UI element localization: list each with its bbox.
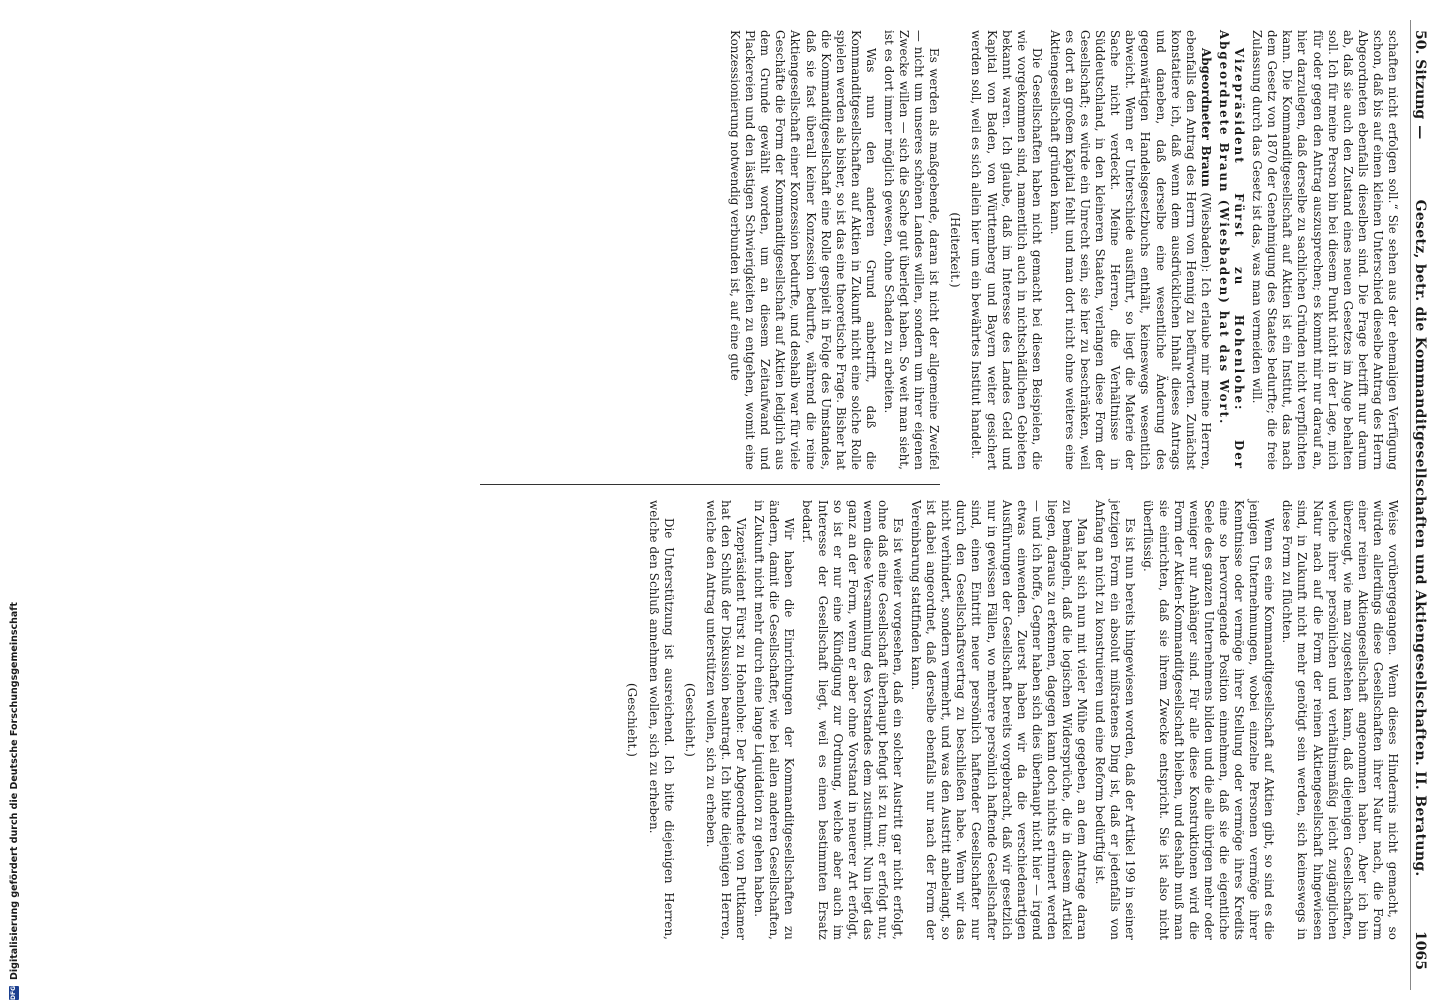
speech-text: (Wiesbaden): Ich erlaube mir meine Herren, ebenfalls den Antrag des Herrn von Hennig zu befürworten. Zunächst konstatiere ich, daß wenn dem ausdrücklichen Inhalt dieses Antrags und daneben, daß derselbe eine wesentliche Änderung des gegenwärtigen Handelsgesetzbuchs enthält, keineswegs wesentlich abweicht. Wenn er Unterschiede ausführt, so liegt die Materie der Sache nicht verdeckt. Meine Herren, die Verhältnisse in Süddeutschland, in den kleineren Staaten, verlangen diese Form der Gesellschaft; es würde ein Unrecht sein, sie hier zu beschränken, weil es dort an großem Kapital fehlt und man dort nicht ohne weiteres eine Aktiengesellschaft gründen kann.: [1047, 30, 1213, 470]
paragraph: Es ist weiter vorgesehen, daß ein solcher Austritt gar nicht erfolgt, ohne daß eine Gesellschaft überhaupt befugt ist zu tun; er erfolgt nur, wenn diese Versammlung des Vorstandes dem zustimmt. Nun liegt das ganz an der Form, wenn er aber ohne Vorstand in neuerer Art erfolgt, so ist er nur eine Kündigung zur Ordnung, welche aber auch im Interesse der Gesellschaft liegt, weil es einen bestimmten Ersatz bedarf.: [800, 500, 905, 940]
paragraph: Man hat sich nun mit vieler Mühe gegeben, an dem Antrage daran zu bemängeln, daß die logischen Widersprüche, die in diesem Artikel liegen, daraus zu erkennen, dagegen kann doch nichts erinnert werden — und ich hoffe, Gegner haben sich dies überhaupt nicht hier — irgend etwas einwenden. Zuerst haben wir da die verschiedenartigen Ausführungen der Gesellschaft bereits vorgebracht, daß wir gesetzlich nur in gewissen Fällen, wo mehrere persönlich haftende Gesellschafter sind, einen Eintritt neuer persönlich haftender Gesellschafter nur durch den Gesellschaftsvertrag zu beschließen habe. Wenn wir das nicht verhindert, sondern vermehrt, und was den Austritt anbelangt, so ist dabei angeordnet, daß derselbe ebenfalls nur nach der Form der Vereinbarung stattfinden kann.: [909, 500, 1090, 940]
page-number: 1065: [1412, 931, 1428, 970]
paragraph: Weise vorübergegangen. Wenn dieses Hindernis nicht gemacht, so würden allerdings diese Gesellschaften ihrer Natur nach, die Form einer reinen Aktiengesellschaft angenommen haben. Aber ich bin überzeugt, wie man zugestehen kann, daß diejenigen Gesellschaften, welche ihrer persönlichen und verhältnismäßig leicht zugänglichen Natur nach auf die Form der reinen Aktiengesellschaft hingewiesen sind, in Zukunft nicht mehr genötigt sein werden, sich keineswegs in diese Form zu flüchten.: [1280, 500, 1400, 940]
paragraph: Es werden als maßgebende, daran ist nicht der allgemeine Zweifel — nicht um unseres schönen Landes willen, sondern um ihrer eigenen Zwecke willen — sich die Sache gut überlegt haben. So weit man sieht, ist es dort immer möglich gewesen, ohne Schaden zu arbeiten.: [882, 30, 942, 470]
credit-text: Digitalisierung gefördert durch die Deutsche Forschungsgemeinschaft: [8, 602, 20, 980]
paragraph: Die Gesellschaften haben nicht gemacht bei diesen Beispielen, die wie vorgekommen sind, namentlich auch in nichtschädlichen Gebieten bekannt waren. Ich glaube, daß im Interesse des Landes Geld und Kapital von Baden, von Württemberg und Bayern weiter gesichert werden soll, weil es sich allein hier um ein bewährtes Institut handelt.: [969, 30, 1044, 470]
session-number: 50. Sitzung: [1412, 30, 1428, 120]
page-header: [1408, 30, 1428, 970]
paragraph: Wir haben die Einrichtungen der Kommanditgesellschaften zu ändern, damit die Gesellschafter, wie bei allen anderen Gesellschaften, in Zukunft nicht mehr durch eine lange Liquidation zu gehen haben.: [752, 500, 797, 940]
paragraph: [1216, 30, 1246, 470]
page-title: Gesetz, betr. die Kommanditgesellschaften und Aktiengesellschaften. II. Beratung.: [1412, 199, 1428, 877]
digitization-credit: [6, 600, 22, 1000]
stage-direction: (Geschieht.): [625, 683, 640, 757]
text-column-left: [480, 30, 1400, 470]
text-column-right: [625, 500, 1400, 940]
header-dash: —: [1412, 125, 1428, 140]
paragraph: Wenn es eine Kommanditgesellschaft auf Aktien gibt, so sind es die jenigen Unternehmungen, wobei einzelne Personen vermöge ihrer Kenntnisse oder vermöge ihrer Stellung oder vermöge ihres Kredits eine so hervorragende Position einnehmen, daß sie die eigentliche Seele des ganzen Unternehmens bilden und die alle übrigen mehr oder weniger nur Anhänger sind. Für alle diese Konstruktionen wird die Form der Aktien-Kommanditgesellschaft bleiben, und deshalb muß man sie einrichten, daß sie ihrem Zwecke entspricht. Sie ist also nicht überflüssig.: [1141, 500, 1277, 940]
column-divider: [480, 484, 940, 485]
speaker: Vizepräsident Fürst zu Hohenlohe: Der Abgeordnete Braun (Wiesbaden) hat das Wort.: [1216, 30, 1247, 470]
paragraph: Die Unterstützung ist ausreichend. Ich bitte diejenigen Herren, welche den Schluß annehmen wollen, sich zu erheben.: [646, 500, 676, 940]
paragraph: Was nun den anderen Grund anbetrifft, daß die Kommanditgesellschaften auf Aktien in Zukunft nicht eine solche Rolle spielen werden als bisher, so ist das eine theoretische Frage. Bisher hat die Kommanditgesellschaft eine Rolle gespielt in Folge des Umstandes, daß sie fast überall keiner Konzession bedurfte, während die reine Aktiengesellschaft einer Konzession bedurfte, und deshalb war für viele Geschäfte die Form der Kommanditgesellschaft auf Aktien lediglich aus dem Grunde gewählt worden, um an diesem Zeitaufwand und Plackereien und den lästigen Schwierigkeiten zu entgehen, womit eine Konzessionierung notwendig verbunden ist, auf eine gute: [728, 30, 878, 470]
stage-direction: (Heiterkeit.): [948, 212, 963, 288]
paragraph: Vizepräsident Fürst zu Hohenlohe: Der Abgeordnete von Puttkamer hat den Schluß der Diskussion beantragt. Ich bitte diejenigen Herren, welche den Antrag unterstützen wollen, sich zu erheben.: [703, 500, 749, 940]
stage-direction: (Geschieht.): [682, 683, 697, 757]
paragraph: Es ist nun bereits hingewiesen worden, daß der Artikel 199 in seiner jetzigen Form ein absolut mißratenes Ding ist, daß er jedenfalls von Anfang an nicht zu konstruieren und eine Reform bedürftig ist.: [1093, 500, 1138, 940]
header-rule: [1410, 20, 1411, 990]
dfg-logo-icon: DFG: [10, 985, 17, 1000]
paragraph: schaften nicht erfolgen soll.“ Sie sehen aus der ehemaligen Verfügung schon, daß bis auf einen kleinen Unterschied dieselbe Antrag des Herrn Abgeordneten ebenfalls dieselben sind. Die Frage betrifft nur darum ab, daß sie auch den Zustand eines neuen Gesetzes im Auge behalten soll. Ich für meine Person bin bei diesem Punkt nicht in der Lage, mich für oder gegen den Antrag auszusprechen; es kommt mir nur darauf an, hier darzulegen, daß derselbe zu sachlichen Gründen nicht verpflichten kann. Die Kommanditgesellschaft auf Aktien ist ein Institut, das nach dem Gesetz von 1870 der Genehmigung des Staates bedurfte; die freie Zulassung durch das Gesetz ist das, was man vermeiden will.: [1250, 30, 1400, 470]
speaker: Abgeordneter Braun: [1198, 48, 1213, 188]
paragraph: [1047, 30, 1213, 470]
